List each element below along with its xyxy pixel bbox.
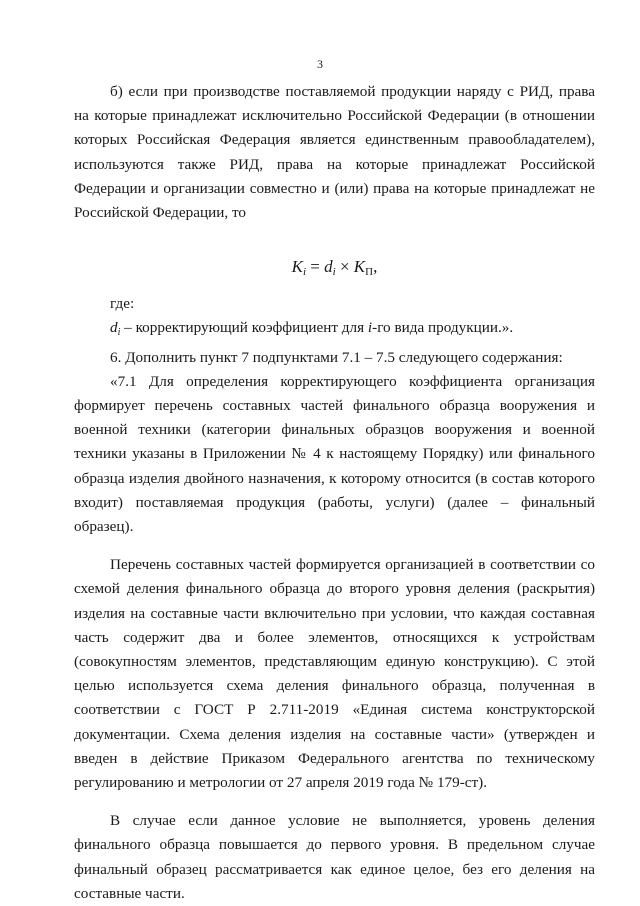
formula-rhs-var2: K bbox=[353, 257, 366, 277]
formula bbox=[74, 255, 595, 284]
formula-equals: = bbox=[310, 257, 320, 277]
where-label: где: bbox=[110, 295, 135, 313]
formula-lhs-sub: i bbox=[302, 266, 307, 279]
formula-trail: , bbox=[373, 257, 378, 277]
paragraph-list-formation: Перечень составных частей формируется организацией в соответствии со схемой деления финального образца до второго уровня деления (раскрытия) изделия на составные части включительно при условии, что каждая составная часть содержит два и более элементов, относящихся к устройствам (совокупностям элементов, представляющим единую конструкцию). С этой целью используется схема деления финального образца, полученная в соответствии с ГОСТ Р 2.711-2019 «Единая система конструкторской документации. Схема деления изделия на составные части» (утвержден и введен в действие Приказом Федерального агентства по техническому регулированию и метрологии от 27 апреля 2019 года № 179-ст). bbox=[74, 556, 595, 792]
document-body bbox=[74, 80, 595, 906]
definition-text-before: – корректирующий коэффициент для bbox=[120, 319, 368, 337]
definition-var: d bbox=[110, 319, 118, 337]
paragraph-6: 6. Дополнить пункт 7 подпунктами 7.1 – 7.5 следующего содержания: bbox=[110, 348, 563, 366]
formula-rhs-sub2: П bbox=[365, 266, 374, 279]
paragraph-b: б) если при производстве поставляемой продукции наряду с РИД, права на которые принадлежат исключительно Российской Федерации (в отношении которых Российская Федерация является единственным правообладателем), используются также РИД, права на которые принадлежат Российской Федерации и организации совместно и (или) права на которые принадлежат не Российской Федерации, то bbox=[74, 83, 595, 222]
paragraph-condition: В случае если данное условие не выполняется, уровень деления финального образца повышается до первого уровня. В предельном случае финальный образец рассматривается как единое целое, без его деления на составные части. bbox=[74, 812, 595, 902]
formula-rhs-sub1: i bbox=[332, 266, 336, 279]
definition-line bbox=[74, 316, 595, 345]
formula-rhs-var1: d bbox=[324, 257, 333, 277]
definition-italic-i: i bbox=[367, 319, 373, 337]
paragraph-7-1: «7.1 Для определения корректирующего коэффициента организация формирует перечень составных частей финального образца вооружения и военной техники (категории финальных образцов вооружения и военной техники указаны в Приложении № 4 к настоящему Порядку) или финального образца изделия двойного назначения, к которому относится (в состав которого входит) поставляемая продукция (работы, услуги) (далее – финальный образец). bbox=[74, 372, 595, 536]
definition-sub: i bbox=[117, 327, 121, 339]
definition-text-after: -го вида продукции.». bbox=[372, 319, 514, 337]
formula-lhs-var: K bbox=[291, 257, 303, 277]
formula-times: × bbox=[339, 257, 350, 277]
page-number: 3 bbox=[317, 57, 323, 71]
